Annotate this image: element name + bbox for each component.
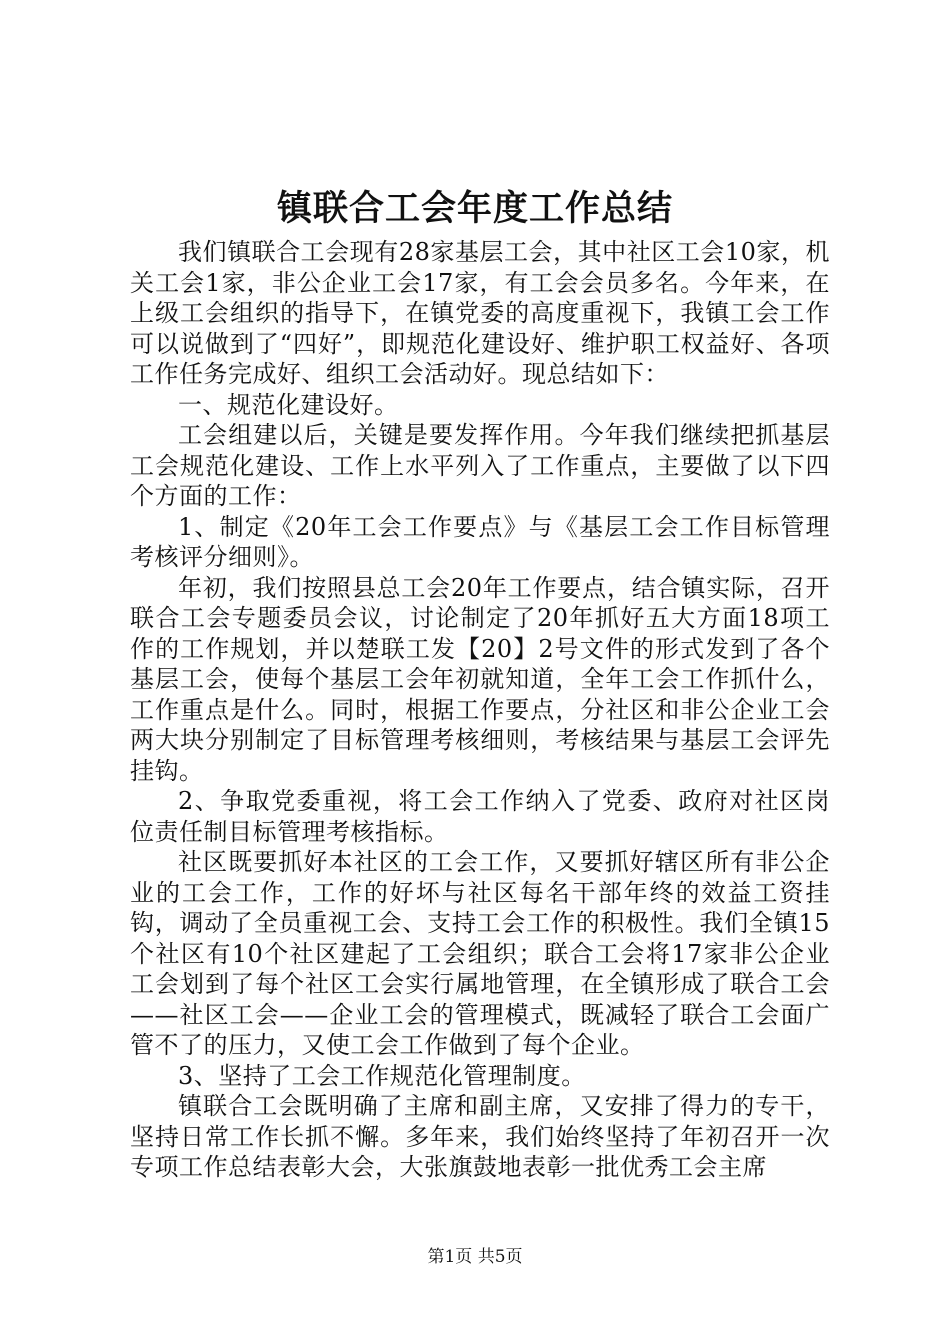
paragraph-intro: 我们镇联合工会现有28家基层工会，其中社区工会10家，机关工会1家，非公企业工会17家，有工会会员多名。今年来，在上级工会组织的指导下，在镇党委的高度重视下，我镇工会工作可以说做到了“四好”，即规范化建设好、维护职工权益好、各项工作任务完成好、组织工会活动好。现总结如下： xyxy=(130,238,830,388)
paragraph: 社区既要抓好本社区的工会工作，又要抓好辖区所有非公企业的工会工作，工作的好坏与社区每名干部年终的效益工资挂钩，调动了全员重视工会、支持工会工作的积极性。我们全镇15个社区有10个社区建起了工会组织；联合工会将17家非公企业工会划到了每个社区工会实行属地管理，在全镇形成了联合工会——社区工会——企业工会的管理模式，既减轻了联合工会面广管不了的压力，又使工会工作做到了每个企业。 xyxy=(130,848,830,1059)
paragraph: 镇联合工会既明确了主席和副主席，又安排了得力的专干，坚持日常工作长抓不懈。多年来，我们始终坚持了年初召开一次专项工作总结表彰大会，大张旗鼓地表彰一批优秀工会主席 xyxy=(130,1092,830,1181)
subheading-1: 1、制定《20年工会工作要点》与《基层工会工作目标管理考核评分细则》。 xyxy=(130,512,830,571)
paragraph: 年初，我们按照县总工会20年工作要点，结合镇实际，召开联合工会专题委员会议，讨论制定了20年抓好五大方面18项工作的工作规划，并以楚联工发【20】2号文件的形式发到了各个基层工会，使每个基层工会年初就知道，全年工会工作抓什么，工作重点是什么。同时，根据工作要点，分社区和非公企业工会两大块分别制定了目标管理考核细则，考核结果与基层工会评先挂钩。 xyxy=(130,573,830,785)
page-title: 镇联合工会年度工作总结 xyxy=(276,189,673,229)
section-heading-1: 一、规范化建设好。 xyxy=(178,390,399,419)
subheading-2: 2、争取党委重视，将工会工作纳入了党委、政府对社区岗位责任制目标管理考核指标。 xyxy=(130,787,830,846)
paragraph: 工会组建以后，关键是要发挥作用。今年我们继续把抓基层工会规范化建设、工作上水平列入了工作重点，主要做了以下四个方面的工作： xyxy=(130,421,830,510)
document-body xyxy=(130,237,830,1183)
subheading-3: 3、坚持了工会工作规范化管理制度。 xyxy=(178,1061,586,1090)
page-footer: 第1页 共5页 xyxy=(427,1247,523,1267)
